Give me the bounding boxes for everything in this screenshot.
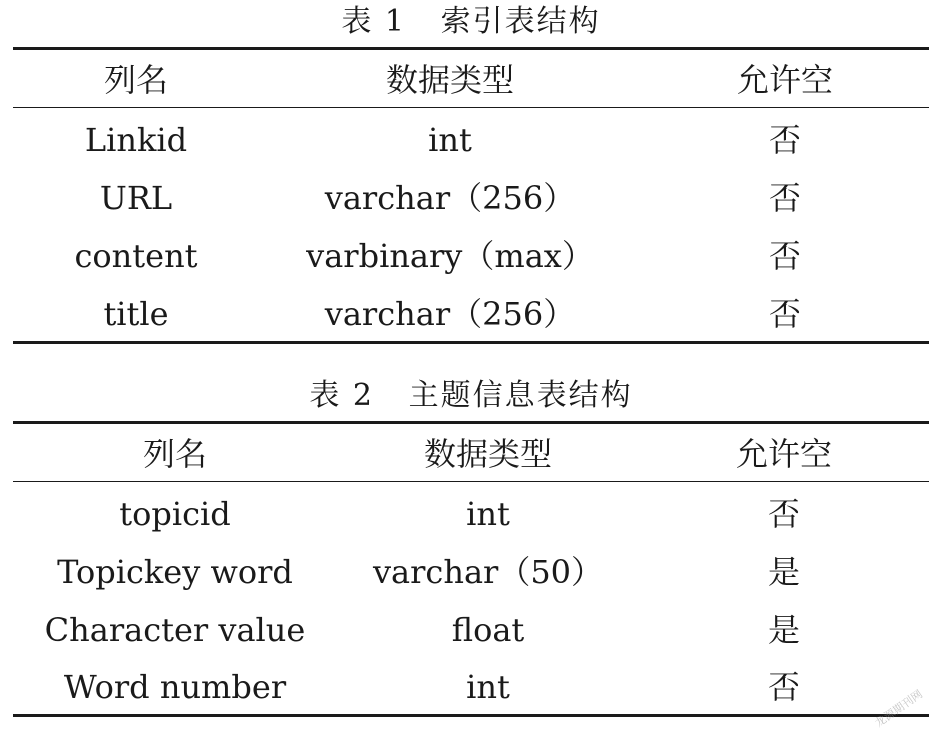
table-2-top-rule	[13, 421, 929, 424]
table-2-cell: topicid	[119, 495, 231, 533]
table-1-cell: URL	[99, 179, 173, 217]
table-1-cell: varchar（256）	[324, 295, 576, 333]
table-1-header-nullable: 允许空	[736, 61, 833, 99]
table-2-cell: Word number	[63, 668, 287, 706]
table-1-cell: 否	[768, 121, 801, 159]
table-2-header-nullable: 允许空	[735, 435, 832, 473]
table-2-cell: 否	[767, 495, 800, 533]
table-2-header-rule	[13, 481, 929, 482]
table-2-cell: Topickey word	[57, 553, 293, 591]
table-1-cell: title	[103, 295, 169, 333]
table-1-header-rule	[13, 107, 929, 108]
table-1-bottom-rule	[13, 341, 929, 344]
table-2-bottom-rule	[13, 714, 929, 717]
table-1-cell: varbinary（max）	[306, 237, 594, 275]
table-1-cell: 否	[768, 179, 801, 217]
table-2-caption: 表 2 主题信息表结构	[309, 378, 633, 413]
table-2-cell: varchar（50）	[372, 553, 604, 591]
table-1-caption: 表 1 索引表结构	[341, 4, 601, 39]
table-1-cell: varchar（256）	[324, 179, 576, 217]
table-2-cell: 是	[767, 553, 800, 591]
table-2-header-column-name: 列名	[142, 435, 207, 473]
table-1-cell: Linkid	[84, 121, 188, 159]
table-2-cell: 是	[767, 611, 800, 649]
table-1-top-rule	[13, 47, 929, 50]
table-1-header-column-name: 列名	[103, 61, 168, 99]
table-1-cell: content	[74, 237, 198, 275]
table-2-cell: Character value	[44, 611, 306, 649]
table-2-cell: float	[451, 611, 525, 649]
table-1-cell: 否	[768, 237, 801, 275]
table-2-cell: int	[466, 495, 510, 533]
table-1-cell: 否	[768, 295, 801, 333]
watermark: 龙源期刊网	[872, 687, 925, 730]
table-2-header-data-type: 数据类型	[423, 435, 552, 473]
table-2-cell: int	[466, 668, 510, 706]
table-1-cell: int	[428, 121, 472, 159]
table-2-cell: 否	[767, 668, 800, 706]
table-1-header-data-type: 数据类型	[385, 61, 514, 99]
